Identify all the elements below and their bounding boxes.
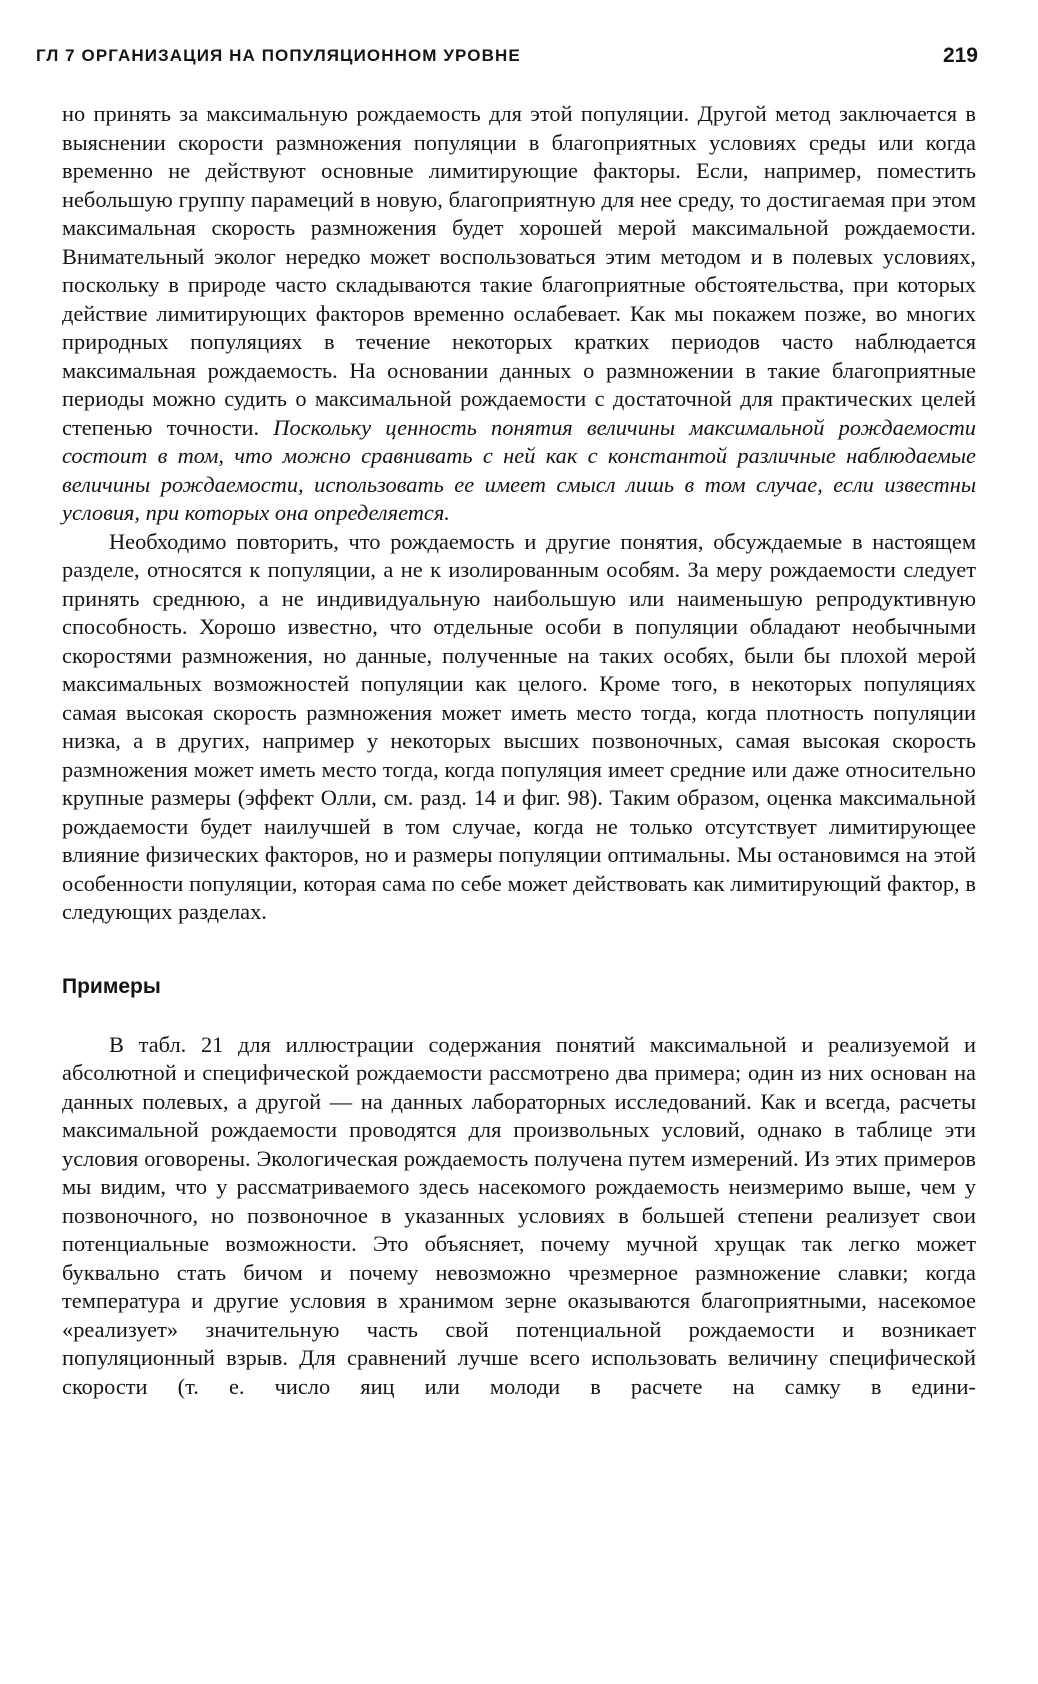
body-text xyxy=(62,100,976,1401)
paragraph-regular-text: но принять за максимальную рождаемость для этой популяции. Другой метод заключается в выяснении скорости размножения популяции в благоприятных условиях среды или когда временно не действуют основные лимитирующие факторы. Если, например, поместить небольшую группу парамеций в новую, благоприятную для нее среду, то достигаемая при этом максимальная скорость размножения будет хорошей мерой максимальной рождаемости. Внимательный эколог нередко может воспользоваться этим методом и в полевых условиях, поскольку в природе часто складываются такие благоприятные обстоятельства, при которых действие лимитирующих факторов временно ослабевает. Как мы покажем позже, во многих природных популяциях в течение некоторых кратких периодов часто наблюдается максимальная рождаемость. На основании данных о размножении в такие благоприятные периоды можно судить о максимальной рождаемости с достаточной для практических целей степенью точности. xyxy=(62,101,976,440)
chapter-title: ГЛ 7 ОРГАНИЗАЦИЯ НА ПОПУЛЯЦИОННОМ УРОВНЕ xyxy=(36,46,521,65)
paragraph-continued xyxy=(62,100,976,528)
paragraph-italic-text: Поскольку ценность понятия величины максимальной рождаемости состоит в том, что можно сравнивать с ней как с константой различные наблюдаемые величины рождаемости, использовать ее имеет смысл лишь в том случае, если известны условия, при которых она определяется. xyxy=(62,414,976,525)
running-head xyxy=(36,46,978,76)
paragraph-population-note: Необходимо повторить, что рождаемость и другие понятия, обсуждаемые в настоящем разделе, относятся к популяции, а не к изолированным особям. За меру рождаемости следует принять среднюю, а не индивидуальную наибольшую или наименьшую репродуктивную способность. Хорошо известно, что отдельные особи в популяции обладают необычными скоростями размножения, но данные, полученные на таких особях, были бы плохой мерой максимальных возможностей популяции как целого. Кроме того, в некоторых популяциях самая высокая скорость размножения может иметь место тогда, когда плотность популяции низка, а в других, например у некоторых высших позвоночных, самая высокая скорость размножения может иметь место тогда, когда популяция имеет средние или даже относительно крупные размеры (эффект Олли, см. разд. 14 и фиг. 98). Таким образом, оценка максимальной рождаемости будет наилучшей в том случае, когда не только отсутствует лимитирующее влияние физических факторов, но и размеры популяции оптимальны. Мы остановимся на этой особенности популяции, которая сама по себе может действовать как лимитирующий фактор, в следующих разделах. xyxy=(62,528,976,924)
paragraph-examples: В табл. 21 для иллюстрации содержания понятий максимальной и реализуемой и абсолютной и специфической рождаемости рассмотрено два примера; один из них основан на данных полевых, а другой — на данных лабораторных исследований. Как и всегда, расчеты максимальной рождаемости проводятся для произвольных условий, однако в таблице эти условия оговорены. Экологическая рождаемость получена путем измерений. Из этих примеров мы видим, что у рассматриваемого здесь насекомого рождаемость неизмеримо выше, чем у позвоночного, но позвоночное в указанных условиях в большей степени реализует свои потенциальные возможности. Это объясняет, почему мучной хрущак так легко может буквально стать бичом и почему невозможно чрезмерное размножение славки; когда температура и другие условия в хранимом зерне оказываются благоприятными, насекомое «реализует» значительную часть свой потенциальной рождаемости и возникает популяционный взрыв. Для сравнений лучше всего использовать величину специфической скорости (т. е. число яиц или молоди в расчете на самку в едини- xyxy=(62,1031,976,1399)
section-heading: Примеры xyxy=(62,974,161,998)
page-number: 219 xyxy=(942,44,978,67)
